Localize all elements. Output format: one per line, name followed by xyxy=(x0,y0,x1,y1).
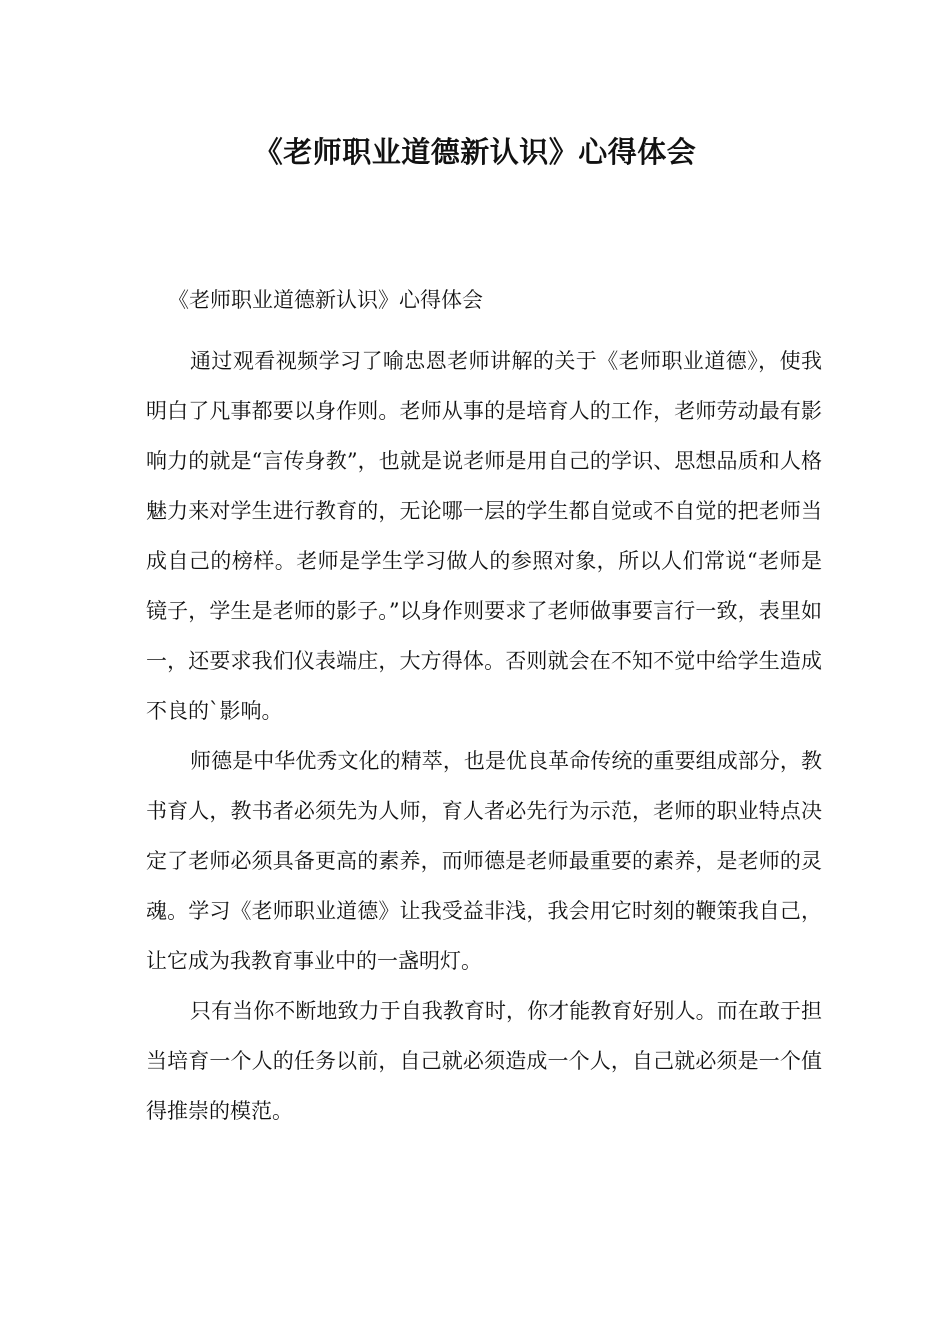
document-body xyxy=(146,284,822,1136)
document-subtitle: 《老师职业道德新认识》心得体会 xyxy=(168,288,483,312)
paragraph-3: 只有当你不断地致力于自我教育时，你才能教育好别人。而在敢于担当培育一个人的任务以前，自己就必须造成一个人，自己就必须是一个值得推崇的模范。 xyxy=(146,999,822,1123)
paragraph-2: 师德是中华优秀文化的精萃，也是优良革命传统的重要组成部分，教书育人，教书者必须先为人师，育人者必先行为示范，老师的职业特点决定了老师必须具备更高的素养，而师德是老师最重要的素养，是老师的灵魂。学习《老师职业道德》让我受益非浅，我会用它时刻的鞭策我自己，让它成为我教育事业中的一盏明灯。 xyxy=(146,749,822,973)
paragraph-1: 通过观看视频学习了喻忠恩老师讲解的关于《老师职业道德》，使我明白了凡事都要以身作则。老师从事的是培育人的工作，老师劳动最有影响力的就是“言传身教”，也就是说老师是用自己的学识、思想品质和人格魅力来对学生进行教育的，无论哪一层的学生都自觉或不自觉的把老师当成自己的榜样。老师是学生学习做人的参照对象，所以人们常说“老师是镜子，学生是老师的影子。”以身作则要求了老师做事要言行一致，表里如一，还要求我们仪表端庄，大方得体。否则就会在不知不觉中给学生造成不良的`影响。 xyxy=(146,349,822,723)
page-title: 《老师职业道德新认识》心得体会 xyxy=(253,135,697,169)
